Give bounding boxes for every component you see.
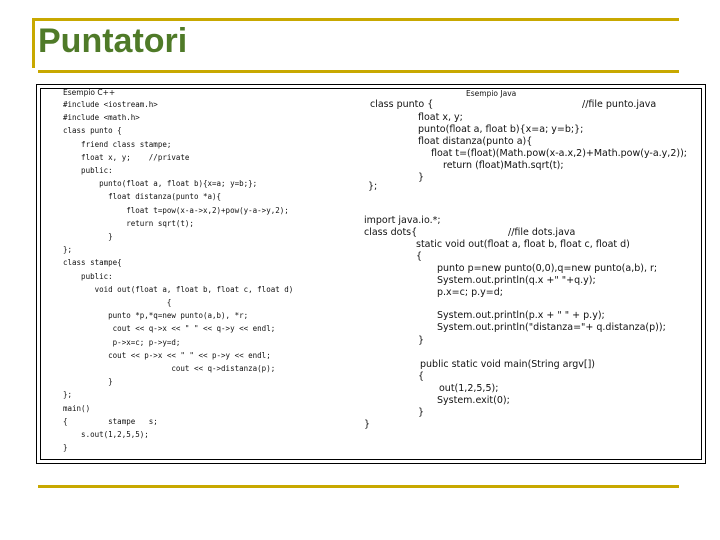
cpp-code-line: } <box>63 443 68 453</box>
title-accent-bar <box>32 18 35 68</box>
cpp-code-line: void out(float a, float b, float c, float d) <box>63 284 294 294</box>
java-code-line: //file punto.java <box>582 99 657 110</box>
title-underline <box>38 70 679 73</box>
java-code-line: static void out(float a, float b, float c, float d) <box>416 239 630 250</box>
cpp-code-line: return sqrt(t); <box>63 218 194 228</box>
java-code-line: System.out.println(p.x + " " + p.y); <box>437 310 605 321</box>
java-code-line: { <box>416 251 423 262</box>
cpp-code-line: { <box>63 298 172 307</box>
cpp-code-line: }; <box>63 390 73 400</box>
cpp-code-line: #include <math.h> <box>63 113 140 123</box>
cpp-code-line: #include <iostream.h> <box>63 100 158 109</box>
cpp-code-line: cout << q->x << " " << q->y << endl; <box>63 324 276 334</box>
cpp-code-line: main() <box>63 403 91 413</box>
cpp-code-line: float x, y; //private <box>63 152 190 162</box>
cpp-code-line: class punto { <box>63 126 122 136</box>
cpp-code-line: } <box>63 232 113 241</box>
java-code-line: //file dots.java <box>508 227 576 238</box>
cpp-code-line: class stampe{ <box>63 258 122 268</box>
java-code-line: } <box>418 335 425 346</box>
java-code-line: import java.io.*; <box>364 215 441 226</box>
java-code-line: p.x=c; p.y=d; <box>437 287 503 298</box>
cpp-code-line: p->x=c; p->y=d; <box>63 337 181 347</box>
java-code-line: }; <box>368 181 378 192</box>
cpp-header: Esempio C++ <box>63 88 116 97</box>
java-code-line: float x, y; <box>418 112 463 123</box>
cpp-code-line: s.out(1,2,5,5); <box>63 430 149 439</box>
cpp-code-line: cout << p->x << " " << p->y << endl; <box>63 350 271 360</box>
java-code-line: System.out.println("distanza="+ q.distanza(p)); <box>437 322 666 333</box>
java-code-line: out(1,2,5,5); <box>439 383 499 394</box>
top-rule <box>32 18 679 21</box>
java-code-line: } <box>418 172 425 183</box>
cpp-code-line: float distanza(punto *a){ <box>63 192 222 202</box>
bottom-rule <box>38 485 679 488</box>
java-code-line: punto p=new punto(0,0),q=new punto(a,b), r; <box>437 263 658 274</box>
java-code-line: System.exit(0); <box>437 395 510 406</box>
cpp-code-line: { stampe s; <box>63 416 158 426</box>
java-code-line: punto(float a, float b){x=a; y=b;}; <box>418 124 584 135</box>
java-header: Esempio Java <box>466 89 517 98</box>
java-code-line: class punto { <box>370 99 434 110</box>
cpp-code-line: } <box>63 377 113 387</box>
cpp-code-line: friend class stampe; <box>63 139 172 149</box>
java-code-line: float t=(float)(Math.pow(x-a.x,2)+Math.pow(y-a.y,2)); <box>431 148 687 159</box>
cpp-code-line: float t=pow(x-a->x,2)+pow(y-a->y,2); <box>63 205 289 215</box>
cpp-code-line: cout << q->distanza(p); <box>63 364 276 373</box>
java-code-line: public static void main(String argv[]) <box>420 359 595 370</box>
cpp-code-line: public: <box>63 271 113 281</box>
cpp-code-line: public: <box>63 166 113 175</box>
java-code-line: } <box>364 419 371 430</box>
java-code-line: { <box>418 371 425 382</box>
java-code-line: float distanza(punto a){ <box>418 136 533 147</box>
java-code-line: return (float)Math.sqrt(t); <box>443 160 564 171</box>
java-code-line: System.out.println(q.x +" "+q.y); <box>437 275 596 286</box>
cpp-code-line: punto(float a, float b){x=a; y=b;}; <box>63 179 258 189</box>
java-code-line: } <box>418 407 425 418</box>
java-code-line: class dots{ <box>364 227 418 238</box>
cpp-code-line: punto *p,*q=new punto(a,b), *r; <box>63 311 249 321</box>
cpp-code-line: }; <box>63 245 73 255</box>
page-title: Puntatori <box>38 22 188 60</box>
